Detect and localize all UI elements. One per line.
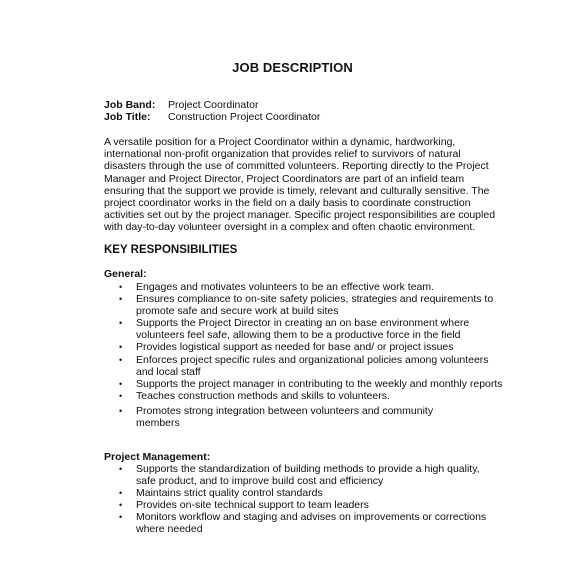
bullet-icon: • bbox=[119, 405, 123, 416]
job-title-value: Construction Project Coordinator bbox=[168, 111, 321, 123]
list-item: • Supports the project manager in contributing to the weekly and monthly reports bbox=[119, 377, 503, 390]
bullet-icon: • bbox=[119, 354, 123, 365]
bullet-icon: • bbox=[119, 500, 123, 511]
bullet-icon: • bbox=[119, 488, 123, 499]
bullet-icon: • bbox=[119, 390, 123, 401]
intro-line: ensuring that the support we provide is timely, relevant and culturally sensitive. The bbox=[104, 184, 490, 197]
bullet-icon: • bbox=[119, 378, 123, 389]
list-item: • Supports the standardization of building methods to provide a high quality, safe product, and to improve build cost and efficiency bbox=[119, 463, 480, 488]
intro-line: disasters through the use of committed volunteers. Reporting directly to the Project bbox=[104, 160, 489, 173]
general-list bbox=[104, 281, 504, 429]
list-item: • Monitors workflow and staging and advises on improvements or corrections where needed bbox=[119, 511, 487, 536]
list-item: • Teaches construction methods and skills to volunteers. bbox=[119, 389, 390, 402]
bullet-icon: • bbox=[119, 512, 123, 523]
bullet-icon: • bbox=[119, 282, 123, 292]
list-item: • Maintains strict quality control standards bbox=[119, 487, 323, 500]
intro-line: project coordinator works in the field on a daily basis to coordinate construction bbox=[104, 197, 471, 210]
project-management-list bbox=[104, 463, 504, 536]
project-management-heading: Project Management: bbox=[104, 451, 211, 463]
list-item: • Enforces project specific rules and organizational policies among volunteers and local staff bbox=[119, 353, 489, 378]
list-item: • Provides logistical support as needed for base and/ or project issues bbox=[119, 341, 454, 354]
bullet-icon: • bbox=[119, 342, 123, 353]
list-item: • Engages and motivates volunteers to be an effective work team. bbox=[119, 281, 435, 293]
list-item: • Promotes strong integration between volunteers and community members bbox=[119, 404, 434, 430]
general-heading: General: bbox=[104, 268, 147, 280]
intro-line: Manager and Project Director, Project Coordinators are part of an infield team bbox=[104, 172, 465, 185]
job-band-value: Project Coordinator bbox=[168, 99, 259, 111]
list-item: • Supports the Project Director in creating an on base environment where volunteers feel safe, allowing them to be a productive force in the field bbox=[119, 317, 470, 342]
bullet-icon: • bbox=[119, 464, 123, 474]
intro-line: A versatile position for a Project Coordinator within a dynamic, hardworking, bbox=[104, 136, 456, 148]
intro-line: activities set out by the project manager. Specific project responsibilities are coupled bbox=[104, 209, 496, 222]
job-band-label: Job Band: bbox=[104, 99, 156, 111]
key-responsibilities-heading: KEY RESPONSIBILITIES bbox=[104, 244, 238, 256]
page-title: JOB DESCRIPTION bbox=[232, 60, 353, 75]
intro-paragraph bbox=[104, 136, 494, 234]
job-band-row bbox=[104, 99, 258, 111]
job-title-row bbox=[104, 111, 320, 123]
bullet-icon: • bbox=[119, 294, 123, 305]
list-item: • Provides on-site technical support to team leaders bbox=[119, 499, 369, 512]
intro-line: international non-profit organization that provides relief to survivors of natural bbox=[104, 148, 461, 161]
list-item: • Ensures compliance to on-site safety policies, strategies and requirements to promote safe and secure work at build sites bbox=[119, 293, 494, 318]
bullet-icon: • bbox=[119, 318, 123, 329]
intro-line: with day-to-day volunteer oversight in a complex and often chaotic environment. bbox=[104, 221, 476, 234]
job-title-label: Job Title: bbox=[104, 111, 151, 123]
